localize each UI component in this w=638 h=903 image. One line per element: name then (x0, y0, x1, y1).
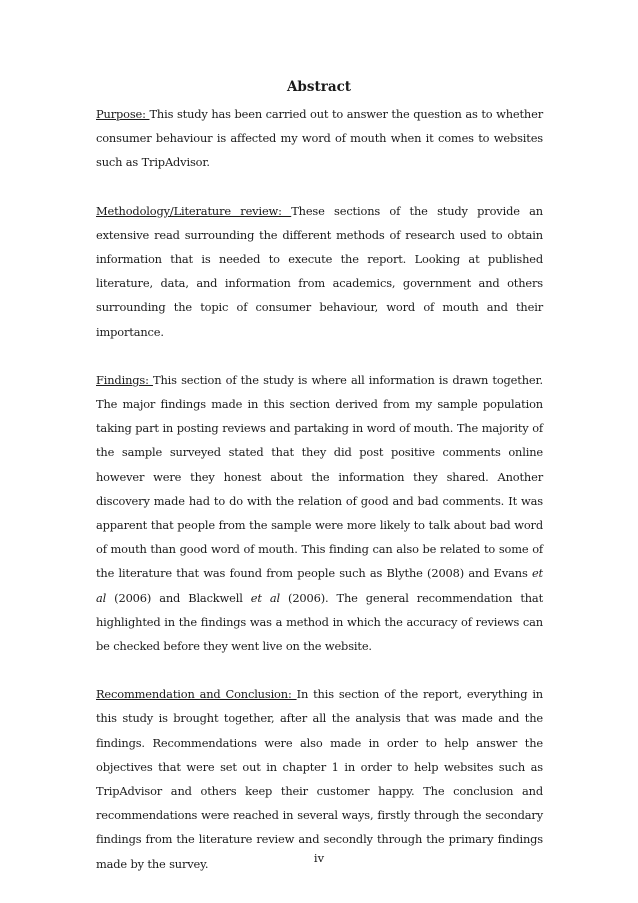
page-number: iv (313, 851, 325, 865)
methodology-heading: Methodology/Literature review: (96, 203, 292, 218)
methodology-paragraph (96, 199, 543, 344)
findings-paragraph (96, 368, 543, 658)
findings-italic-2: et al (250, 590, 280, 605)
purpose-heading: Purpose: (96, 107, 150, 121)
findings-text-3: (2006). The general recommendation that highlighted in the findings was a method in which the accuracy of reviews can be checked before they went live on the website. (96, 590, 543, 654)
purpose-paragraph (96, 102, 543, 175)
abstract-title: Abstract (286, 79, 352, 95)
recommendation-paragraph (96, 682, 543, 876)
findings-italic-1: et al (96, 566, 543, 605)
recommendation-text: In this section of the report, everything in this study is brought together, after all the analysis that was made and the findings. Recommendations were also made in order to help answer the objectives that were set out in chapter 1 in order to help websites such as TripAdvisor and others keep their customer happy. The conclusion and recommendations were reached in several ways, firstly through the secondary findings from the literature review and secondly through the primary findings made by the survey. (96, 687, 543, 871)
methodology-text: These sections of the study provide an extensive read surrounding the different methods of research used to obtain information that is needed to execute the report. Looking at published literature, data, and information from academics, government and others surrounding the topic of consumer behaviour, word of mouth and their importance. (96, 203, 543, 339)
recommendation-heading: Recommendation and Conclusion: (96, 687, 297, 702)
findings-heading: Findings: (96, 372, 154, 387)
purpose-text: This study has been carried out to answer the question as to whether consumer behaviour is affected my word of mouth when it comes to websites such as TripAdvisor. (96, 107, 543, 170)
abstract-body (96, 102, 543, 900)
findings-text-1: This section of the study is where all information is drawn together. The major findings made in this section derived from my sample population taking part in posting reviews and partaking in word of mouth. The majority of the sample surveyed stated that they did post positive comments online however were they honest about the information they shared. Another discovery made had to do with the relation of good and bad comments. It was apparent that people from the sample were more likely to talk about bad word of mouth than good word of mouth. This finding can also be related to some of the literature that was found from people such as Blythe (2008) and Evans (96, 372, 543, 581)
findings-text-2: (2006) and Blackwell (106, 590, 251, 605)
